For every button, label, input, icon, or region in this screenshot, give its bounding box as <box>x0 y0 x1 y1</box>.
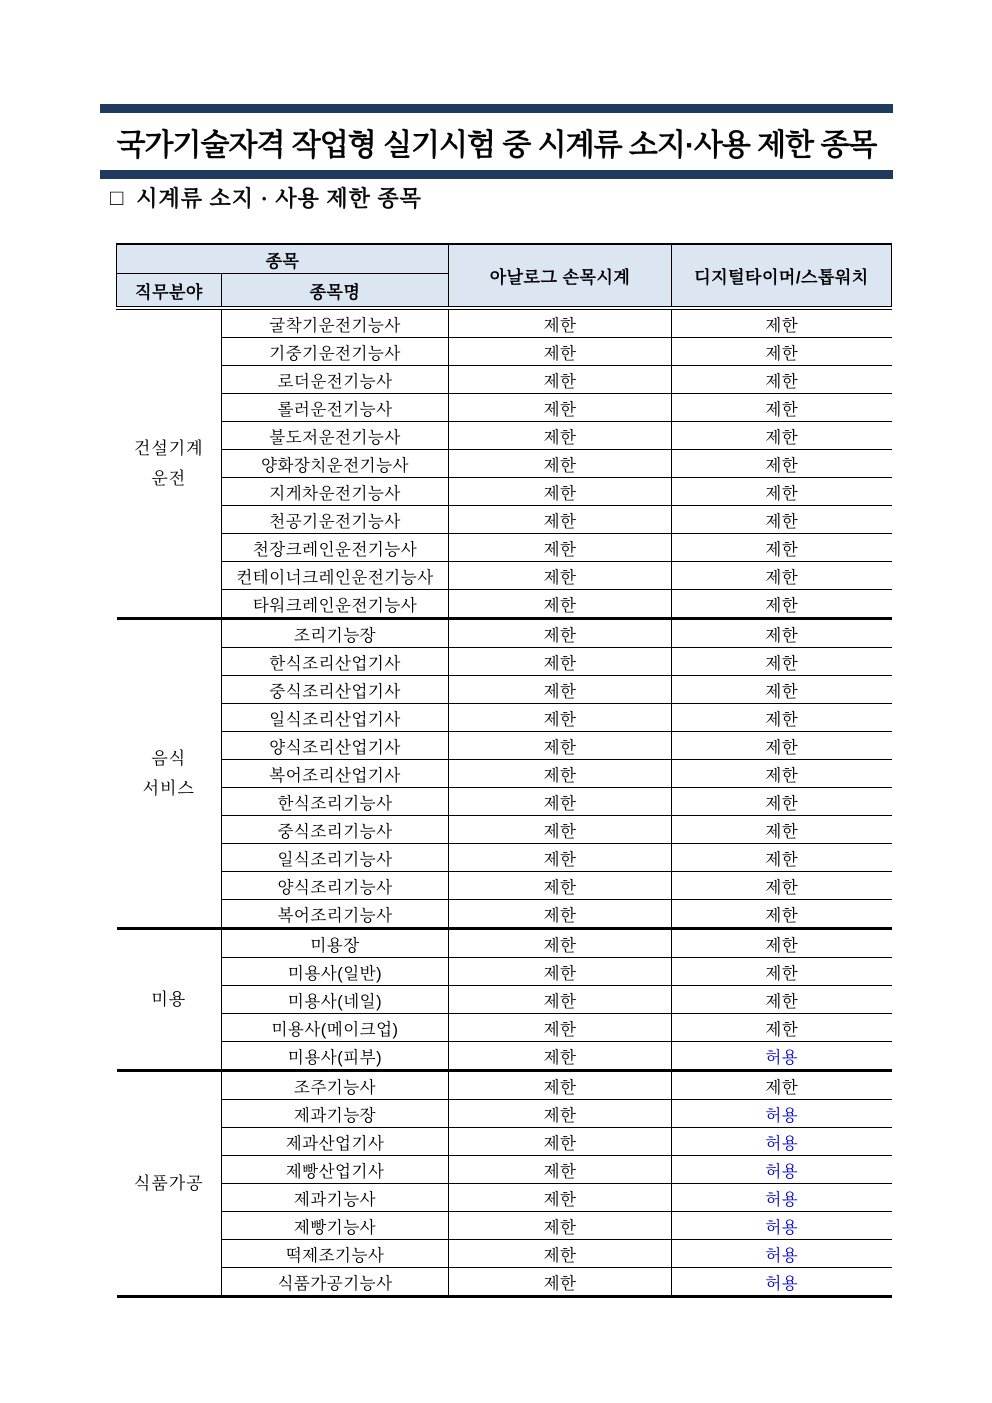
col-header-job-field: 직무분야 <box>117 274 222 309</box>
table-row <box>117 366 892 394</box>
subject-name-cell: 롤러운전기능사 <box>222 394 449 422</box>
subject-name-cell: 양화장치운전기능사 <box>222 450 449 478</box>
table-row <box>117 1184 892 1212</box>
analog-watch-cell: 제한 <box>449 844 672 872</box>
digital-timer-cell: 제한 <box>672 478 892 506</box>
subject-name-cell: 천공기운전기능사 <box>222 506 449 534</box>
col-header-subject: 종목 <box>117 244 449 274</box>
digital-timer-cell: 제한 <box>672 562 892 590</box>
subject-name-cell: 일식조리산업기사 <box>222 704 449 732</box>
subject-name-cell: 제과기능장 <box>222 1100 449 1128</box>
digital-timer-cell: 허용 <box>672 1156 892 1184</box>
analog-watch-cell: 제한 <box>449 1268 672 1297</box>
analog-watch-cell: 제한 <box>449 1071 672 1100</box>
subject-name-cell: 복어조리산업기사 <box>222 760 449 788</box>
digital-timer-cell: 제한 <box>672 929 892 958</box>
digital-timer-cell: 제한 <box>672 844 892 872</box>
subject-name-cell: 천장크레인운전기능사 <box>222 534 449 562</box>
subject-name-cell: 기중기운전기능사 <box>222 338 449 366</box>
digital-timer-cell: 제한 <box>672 900 892 929</box>
digital-timer-cell: 허용 <box>672 1100 892 1128</box>
subject-name-cell: 지게차운전기능사 <box>222 478 449 506</box>
subject-name-cell: 굴착기운전기능사 <box>222 308 449 338</box>
subject-name-cell: 제과산업기사 <box>222 1128 449 1156</box>
subject-name-cell: 한식조리산업기사 <box>222 648 449 676</box>
analog-watch-cell: 제한 <box>449 704 672 732</box>
table-row <box>117 1042 892 1071</box>
analog-watch-cell: 제한 <box>449 872 672 900</box>
digital-timer-cell: 제한 <box>672 958 892 986</box>
analog-watch-cell: 제한 <box>449 506 672 534</box>
table-row <box>117 534 892 562</box>
subject-name-cell: 제빵산업기사 <box>222 1156 449 1184</box>
job-field-cell: 미용 <box>117 929 222 1071</box>
table-row <box>117 1100 892 1128</box>
analog-watch-cell: 제한 <box>449 1100 672 1128</box>
digital-timer-cell: 제한 <box>672 1071 892 1100</box>
table-row <box>117 1212 892 1240</box>
analog-watch-cell: 제한 <box>449 478 672 506</box>
digital-timer-cell: 제한 <box>672 648 892 676</box>
digital-timer-cell: 제한 <box>672 704 892 732</box>
table-row <box>117 986 892 1014</box>
subject-name-cell: 일식조리기능사 <box>222 844 449 872</box>
digital-timer-cell: 제한 <box>672 506 892 534</box>
table-row <box>117 1128 892 1156</box>
table-row <box>117 732 892 760</box>
subject-name-cell: 불도저운전기능사 <box>222 422 449 450</box>
digital-timer-cell: 제한 <box>672 619 892 648</box>
analog-watch-cell: 제한 <box>449 1156 672 1184</box>
digital-timer-cell: 허용 <box>672 1240 892 1268</box>
digital-timer-cell: 제한 <box>672 590 892 619</box>
job-field-cell: 음식 서비스 <box>117 619 222 929</box>
subject-name-cell: 제빵기능사 <box>222 1212 449 1240</box>
header-row-1 <box>117 244 892 274</box>
analog-watch-cell: 제한 <box>449 816 672 844</box>
analog-watch-cell: 제한 <box>449 676 672 704</box>
col-header-digital-timer: 디지털타이머/스톱워치 <box>672 244 892 308</box>
subject-name-cell: 제과기능사 <box>222 1184 449 1212</box>
subject-name-cell: 식품가공기능사 <box>222 1268 449 1297</box>
col-header-analog-watch: 아날로그 손목시계 <box>449 244 672 308</box>
analog-watch-cell: 제한 <box>449 562 672 590</box>
analog-watch-cell: 제한 <box>449 1240 672 1268</box>
subject-name-cell: 미용사(네일) <box>222 986 449 1014</box>
analog-watch-cell: 제한 <box>449 1042 672 1071</box>
subject-name-cell: 조주기능사 <box>222 1071 449 1100</box>
section-heading-text: 시계류 소지 · 사용 제한 종목 <box>136 186 422 211</box>
subject-name-cell: 미용사(피부) <box>222 1042 449 1071</box>
subject-name-cell: 컨테이너크레인운전기능사 <box>222 562 449 590</box>
table-row <box>117 422 892 450</box>
analog-watch-cell: 제한 <box>449 1014 672 1042</box>
analog-watch-cell: 제한 <box>449 619 672 648</box>
table-row <box>117 816 892 844</box>
analog-watch-cell: 제한 <box>449 590 672 619</box>
table-row <box>117 676 892 704</box>
analog-watch-cell: 제한 <box>449 1212 672 1240</box>
subject-name-cell: 양식조리산업기사 <box>222 732 449 760</box>
job-field-cell: 건설기계 운전 <box>117 308 222 619</box>
digital-timer-cell: 제한 <box>672 676 892 704</box>
analog-watch-cell: 제한 <box>449 1128 672 1156</box>
analog-watch-cell: 제한 <box>449 900 672 929</box>
digital-timer-cell: 제한 <box>672 422 892 450</box>
subject-name-cell: 미용장 <box>222 929 449 958</box>
digital-timer-cell: 제한 <box>672 816 892 844</box>
table-row <box>117 1268 892 1297</box>
digital-timer-cell: 제한 <box>672 986 892 1014</box>
analog-watch-cell: 제한 <box>449 308 672 338</box>
digital-timer-cell: 제한 <box>672 760 892 788</box>
table-row <box>117 506 892 534</box>
digital-timer-cell: 제한 <box>672 338 892 366</box>
table-row <box>117 590 892 619</box>
digital-timer-cell: 제한 <box>672 872 892 900</box>
table-row <box>117 1071 892 1100</box>
digital-timer-cell: 허용 <box>672 1184 892 1212</box>
table-row <box>117 788 892 816</box>
square-bullet-icon: □ <box>110 185 125 210</box>
subject-name-cell: 복어조리기능사 <box>222 900 449 929</box>
analog-watch-cell: 제한 <box>449 366 672 394</box>
banner-bottom-rule <box>100 170 893 179</box>
analog-watch-cell: 제한 <box>449 958 672 986</box>
table-header <box>117 244 892 308</box>
table-row <box>117 760 892 788</box>
table-row <box>117 872 892 900</box>
table-row <box>117 1240 892 1268</box>
table-row <box>117 958 892 986</box>
subject-name-cell: 로더운전기능사 <box>222 366 449 394</box>
digital-timer-cell: 제한 <box>672 450 892 478</box>
subject-name-cell: 양식조리기능사 <box>222 872 449 900</box>
table-row <box>117 929 892 958</box>
table-row <box>117 844 892 872</box>
digital-timer-cell: 허용 <box>672 1128 892 1156</box>
section-heading <box>110 182 422 213</box>
analog-watch-cell: 제한 <box>449 450 672 478</box>
subject-name-cell: 조리기능장 <box>222 619 449 648</box>
subject-name-cell: 중식조리기능사 <box>222 816 449 844</box>
analog-watch-cell: 제한 <box>449 338 672 366</box>
analog-watch-cell: 제한 <box>449 732 672 760</box>
table-row <box>117 648 892 676</box>
digital-timer-cell: 제한 <box>672 308 892 338</box>
job-field-cell: 식품가공 <box>117 1071 222 1297</box>
analog-watch-cell: 제한 <box>449 534 672 562</box>
digital-timer-cell: 제한 <box>672 394 892 422</box>
subject-name-cell: 미용사(일반) <box>222 958 449 986</box>
table-row <box>117 619 892 648</box>
digital-timer-cell: 제한 <box>672 788 892 816</box>
analog-watch-cell: 제한 <box>449 394 672 422</box>
col-header-subject-name: 종목명 <box>222 274 449 309</box>
digital-timer-cell: 제한 <box>672 732 892 760</box>
digital-timer-cell: 허용 <box>672 1212 892 1240</box>
page-title: 국가기술자격 작업형 실기시험 중 시계류 소지·사용 제한 종목 <box>116 129 877 162</box>
analog-watch-cell: 제한 <box>449 760 672 788</box>
analog-watch-cell: 제한 <box>449 986 672 1014</box>
digital-timer-cell: 제한 <box>672 1014 892 1042</box>
analog-watch-cell: 제한 <box>449 929 672 958</box>
subject-name-cell: 타워크레인운전기능사 <box>222 590 449 619</box>
table-row <box>117 900 892 929</box>
analog-watch-cell: 제한 <box>449 422 672 450</box>
digital-timer-cell: 제한 <box>672 534 892 562</box>
subject-name-cell: 미용사(메이크업) <box>222 1014 449 1042</box>
table-row <box>117 1156 892 1184</box>
analog-watch-cell: 제한 <box>449 1184 672 1212</box>
subject-name-cell: 중식조리산업기사 <box>222 676 449 704</box>
title-banner <box>100 104 893 179</box>
digital-timer-cell: 허용 <box>672 1042 892 1071</box>
table-row <box>117 478 892 506</box>
table-row <box>117 1014 892 1042</box>
digital-timer-cell: 제한 <box>672 366 892 394</box>
analog-watch-cell: 제한 <box>449 788 672 816</box>
banner-top-rule <box>100 104 893 113</box>
table-row <box>117 450 892 478</box>
table-body <box>117 308 892 1297</box>
subject-name-cell: 한식조리기능사 <box>222 788 449 816</box>
table-row <box>117 338 892 366</box>
subject-name-cell: 떡제조기능사 <box>222 1240 449 1268</box>
analog-watch-cell: 제한 <box>449 648 672 676</box>
table-row <box>117 308 892 338</box>
table-row <box>117 704 892 732</box>
table-row <box>117 562 892 590</box>
restriction-table <box>116 243 892 1298</box>
table-row <box>117 394 892 422</box>
digital-timer-cell: 허용 <box>672 1268 892 1297</box>
